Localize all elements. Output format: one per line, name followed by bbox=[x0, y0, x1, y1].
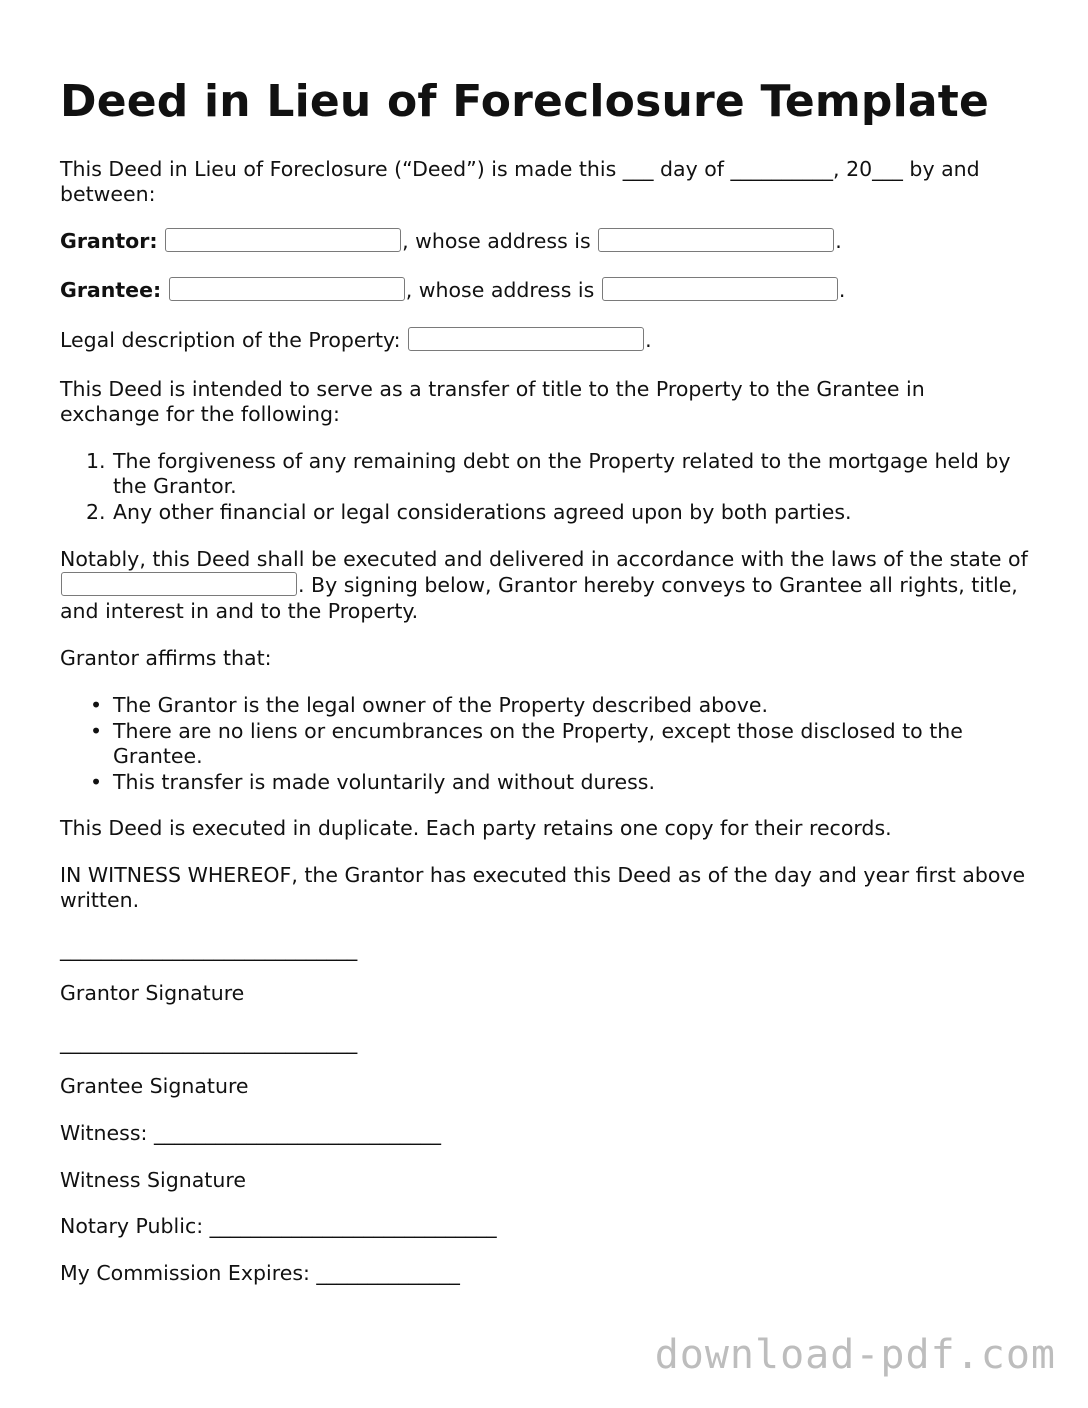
watermark: download-pdf.com bbox=[654, 1332, 1056, 1378]
list-item-text: The Grantor is the legal owner of the Property described above. bbox=[113, 693, 768, 717]
bullet-icon: • bbox=[90, 719, 103, 743]
grantee-address-label: , whose address is bbox=[405, 278, 595, 302]
grantor-name-field[interactable] bbox=[165, 228, 401, 252]
list-number: 1. bbox=[86, 449, 106, 473]
witness-line: Witness: ____________________________ bbox=[60, 1121, 441, 1145]
list-item-text: There are no liens or encumbrances on the Property, except those disclosed to the Grantee. bbox=[113, 719, 963, 768]
witness-whereof-paragraph: IN WITNESS WHEREOF, the Grantor has executed this Deed as of the day and year first above written. bbox=[60, 863, 1026, 912]
grantor-label: Grantor: bbox=[60, 229, 158, 253]
duplicate-paragraph: This Deed is executed in duplicate. Each party retains one copy for their records. bbox=[60, 816, 892, 840]
grantor-address-label: , whose address is bbox=[402, 229, 591, 253]
grantee-line bbox=[60, 278, 1028, 303]
grantor-period: . bbox=[835, 229, 842, 253]
grantor-line bbox=[60, 229, 1028, 254]
document-title: Deed in Lieu of Foreclosure Template bbox=[60, 76, 990, 127]
conveyance-text: . By signing below, Grantor hereby conveys to Grantee all rights, title, and interest in and to the Property. bbox=[60, 573, 1018, 623]
grantee-signature-line: _____________________________ bbox=[60, 1030, 358, 1054]
considerations-list bbox=[60, 449, 1028, 526]
list-item bbox=[60, 693, 1028, 718]
grantor-signature-line: _____________________________ bbox=[60, 937, 358, 961]
list-item-text: Any other financial or legal considerations agreed upon by both parties. bbox=[113, 500, 852, 524]
legal-period: . bbox=[645, 328, 652, 352]
governing-law-text: Notably, this Deed shall be executed and delivered in accordance with the laws of the state of bbox=[60, 547, 1028, 571]
intro-paragraph: This Deed in Lieu of Foreclosure (“Deed”) is made this ___ day of __________, 20___ by and between: bbox=[60, 157, 980, 206]
list-item-text: The forgiveness of any remaining debt on the Property related to the mortgage held by the Grantor. bbox=[113, 449, 1011, 498]
witness-signature-label: Witness Signature bbox=[60, 1168, 246, 1192]
list-item bbox=[60, 500, 1028, 525]
list-item bbox=[60, 770, 1028, 795]
legal-description-label: Legal description of the Property: bbox=[60, 328, 401, 352]
notary-line: Notary Public: ____________________________ bbox=[60, 1214, 497, 1238]
grantee-period: . bbox=[838, 278, 846, 302]
purpose-paragraph: This Deed is intended to serve as a transfer of title to the Property to the Grantee in exchange for the following: bbox=[60, 377, 925, 426]
list-number: 2. bbox=[86, 500, 106, 524]
list-item-text: This transfer is made voluntarily and without duress. bbox=[113, 770, 656, 794]
commission-line: My Commission Expires: ______________ bbox=[60, 1261, 460, 1285]
grantee-signature-label: Grantee Signature bbox=[60, 1074, 249, 1098]
grantee-name-field[interactable] bbox=[169, 277, 405, 301]
list-item bbox=[60, 449, 1028, 499]
grantor-signature-label: Grantor Signature bbox=[60, 981, 245, 1005]
state-field[interactable] bbox=[61, 572, 297, 596]
bullet-icon: • bbox=[90, 770, 103, 794]
list-item bbox=[60, 719, 1028, 769]
grantor-address-field[interactable] bbox=[598, 228, 834, 252]
grantee-address-field[interactable] bbox=[602, 277, 838, 301]
bullet-icon: • bbox=[90, 693, 103, 717]
legal-description-field[interactable] bbox=[408, 327, 644, 351]
grantee-label: Grantee: bbox=[60, 278, 162, 302]
affirms-heading: Grantor affirms that: bbox=[60, 646, 272, 670]
legal-description-line bbox=[60, 328, 1028, 353]
affirmations-list bbox=[60, 693, 1028, 796]
governing-law-paragraph bbox=[60, 546, 1028, 624]
